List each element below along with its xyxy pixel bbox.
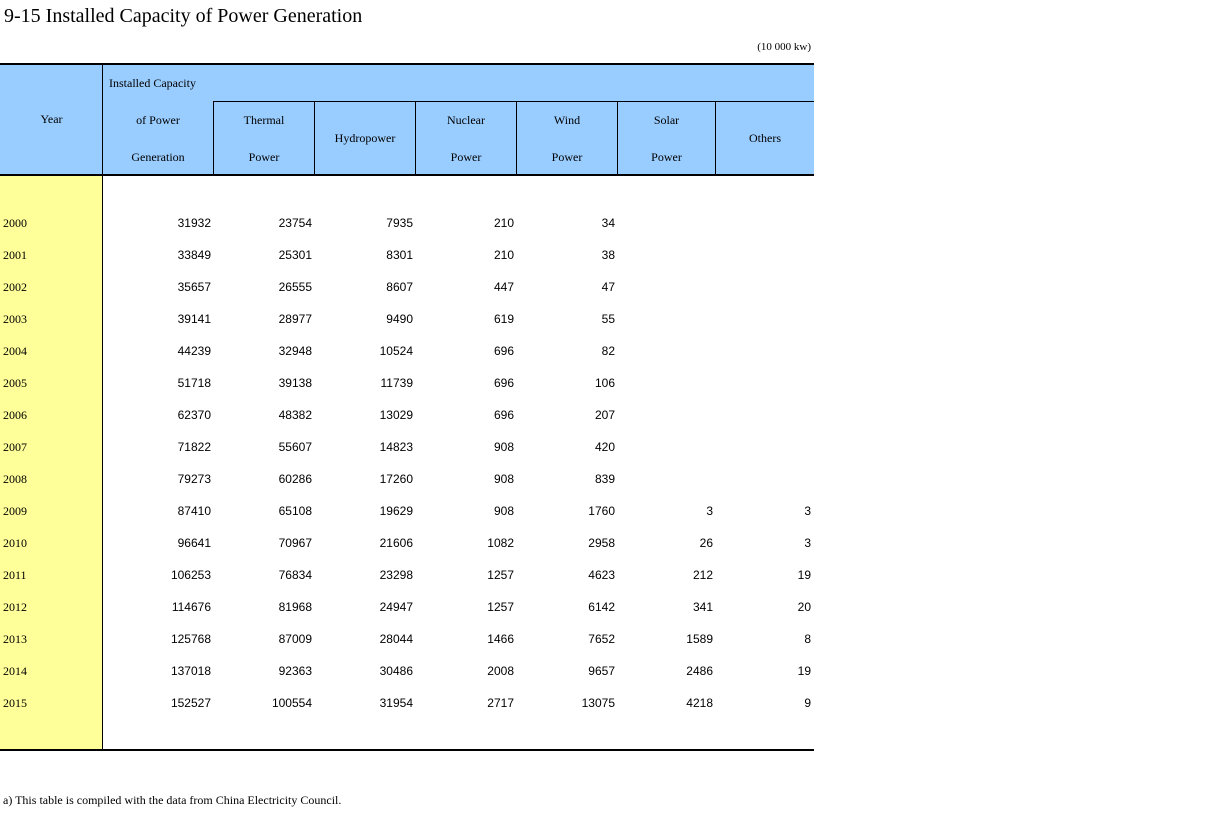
cell-others: 3	[804, 504, 811, 518]
header-total-line3: Generation	[131, 150, 185, 164]
cell-others: 9	[804, 696, 811, 710]
cell-hydropower: 13029	[379, 408, 413, 422]
cell-thermal: 87009	[278, 632, 312, 646]
cell-hydropower: 19629	[379, 504, 413, 518]
cell-nuclear: 447	[493, 280, 514, 294]
row-year: 2009	[3, 504, 27, 518]
cell-thermal: 55607	[278, 440, 312, 454]
row-year: 2004	[3, 344, 27, 358]
row-year: 2011	[3, 568, 27, 582]
cell-nuclear: 619	[493, 312, 514, 326]
cell-hydropower: 9490	[386, 312, 413, 326]
column-divider	[102, 63, 103, 751]
cell-solar: 212	[692, 568, 713, 582]
cell-hydropower: 30486	[379, 664, 413, 678]
cell-others: 19	[797, 568, 811, 582]
cell-hydropower: 10524	[379, 344, 413, 358]
cell-solar: 26	[699, 536, 713, 550]
data-table	[0, 63, 815, 751]
cell-nuclear: 210	[493, 216, 514, 230]
row-year: 2000	[3, 216, 27, 230]
cell-total: 114676	[171, 600, 211, 614]
table-header-rule	[0, 174, 814, 176]
unit-label: (10 000 kw)	[757, 41, 811, 53]
row-year: 2013	[3, 632, 27, 646]
cell-wind: 7652	[588, 632, 615, 646]
cell-total: 62370	[177, 408, 211, 422]
row-year: 2010	[3, 536, 27, 550]
cell-thermal: 100554	[271, 696, 312, 710]
cell-total: 87410	[177, 504, 211, 518]
cell-wind: 13075	[581, 696, 615, 710]
subheader-rule	[213, 101, 814, 102]
cell-nuclear: 1257	[487, 568, 514, 582]
cell-hydropower: 21606	[379, 536, 413, 550]
header-thermal-line2: Power	[248, 150, 280, 164]
cell-hydropower: 8301	[386, 248, 413, 262]
footnote: a) This table is compiled with the data from China Electricity Council.	[3, 793, 342, 807]
cell-thermal: 26555	[278, 280, 312, 294]
header-year: Year	[40, 112, 63, 126]
header-solar-line1: Solar	[653, 113, 680, 127]
header-wind-line1: Wind	[553, 113, 581, 127]
cell-total: 106253	[170, 568, 211, 582]
cell-wind: 38	[601, 248, 615, 262]
cell-wind: 2958	[588, 536, 615, 550]
cell-nuclear: 1466	[487, 632, 514, 646]
cell-total: 152527	[170, 696, 211, 710]
header-total-line2: of Power	[136, 113, 180, 127]
cell-wind: 1760	[588, 504, 615, 518]
cell-total: 31932	[177, 216, 211, 230]
cell-total: 79273	[177, 472, 211, 486]
cell-nuclear: 908	[493, 504, 514, 518]
cell-nuclear: 1257	[487, 600, 514, 614]
header-thermal-line1: Thermal	[243, 113, 285, 127]
header-solar-line2: Power	[651, 150, 682, 164]
page-title: 9-15 Installed Capacity of Power Generation	[4, 5, 363, 27]
cell-thermal: 60286	[278, 472, 312, 486]
header-hydropower: Hydropower	[334, 131, 396, 145]
row-year: 2003	[3, 312, 27, 326]
cell-hydropower: 24947	[379, 600, 413, 614]
cell-thermal: 39138	[278, 376, 312, 390]
row-year: 2006	[3, 408, 27, 422]
cell-hydropower: 28044	[379, 632, 413, 646]
cell-nuclear: 2717	[487, 696, 514, 710]
cell-thermal: 23754	[278, 216, 312, 230]
cell-total: 51718	[177, 376, 211, 390]
cell-thermal: 81968	[278, 600, 312, 614]
cell-hydropower: 23298	[379, 568, 413, 582]
cell-thermal: 28977	[278, 312, 312, 326]
cell-wind: 839	[594, 472, 615, 486]
cell-nuclear: 1082	[487, 536, 514, 550]
cell-nuclear: 696	[493, 408, 514, 422]
cell-wind: 82	[601, 344, 615, 358]
table-bottom-rule	[0, 749, 814, 751]
row-year: 2005	[3, 376, 27, 390]
cell-hydropower: 14823	[379, 440, 413, 454]
header-wind-line2: Power	[551, 150, 583, 164]
cell-total: 44239	[177, 344, 211, 358]
cell-wind: 106	[594, 376, 615, 390]
cell-hydropower: 8607	[386, 280, 413, 294]
header-others: Others	[749, 131, 781, 145]
cell-wind: 420	[594, 440, 615, 454]
cell-wind: 55	[601, 312, 615, 326]
row-year: 2015	[3, 696, 27, 710]
cell-wind: 34	[601, 216, 615, 230]
header-nuclear-line1: Nuclear	[447, 113, 485, 127]
cell-nuclear: 696	[493, 376, 514, 390]
cell-solar: 341	[692, 600, 713, 614]
cell-hydropower: 7935	[386, 216, 413, 230]
table-top-rule	[0, 63, 814, 65]
row-year: 2012	[3, 600, 27, 614]
cell-hydropower: 17260	[379, 472, 413, 486]
cell-solar: 1589	[686, 632, 713, 646]
cell-solar: 4218	[686, 696, 713, 710]
cell-wind: 4623	[588, 568, 615, 582]
header-total-line1: Installed Capacity	[109, 76, 196, 90]
cell-nuclear: 908	[493, 472, 514, 486]
cell-total: 96641	[177, 536, 211, 550]
row-year: 2008	[3, 472, 27, 486]
cell-thermal: 48382	[278, 408, 312, 422]
cell-thermal: 76834	[278, 568, 312, 582]
cell-thermal: 70967	[278, 536, 312, 550]
cell-thermal: 92363	[278, 664, 312, 678]
cell-hydropower: 11739	[380, 376, 413, 390]
cell-wind: 207	[594, 408, 615, 422]
cell-others: 8	[804, 632, 811, 646]
cell-wind: 47	[601, 280, 615, 294]
cell-thermal: 65108	[278, 504, 312, 518]
cell-total: 125768	[170, 632, 211, 646]
cell-hydropower: 31954	[379, 696, 413, 710]
cell-total: 71822	[177, 440, 211, 454]
cell-solar: 3	[706, 504, 713, 518]
cell-nuclear: 696	[493, 344, 514, 358]
cell-total: 137018	[170, 664, 211, 678]
cell-others: 20	[797, 600, 811, 614]
cell-thermal: 32948	[278, 344, 312, 358]
cell-thermal: 25301	[278, 248, 312, 262]
cell-solar: 2486	[686, 664, 713, 678]
cell-nuclear: 908	[493, 440, 514, 454]
cell-wind: 9657	[588, 664, 615, 678]
cell-total: 39141	[177, 312, 211, 326]
header-nuclear-line2: Power	[450, 150, 482, 164]
cell-others: 19	[797, 664, 811, 678]
cell-nuclear: 210	[493, 248, 514, 262]
row-year: 2002	[3, 280, 27, 294]
cell-wind: 6142	[588, 600, 615, 614]
row-year: 2007	[3, 440, 27, 454]
cell-total: 35657	[177, 280, 211, 294]
row-year: 2001	[3, 248, 27, 262]
row-year: 2014	[3, 664, 27, 678]
cell-others: 3	[804, 536, 811, 550]
cell-total: 33849	[177, 248, 211, 262]
cell-nuclear: 2008	[487, 664, 514, 678]
